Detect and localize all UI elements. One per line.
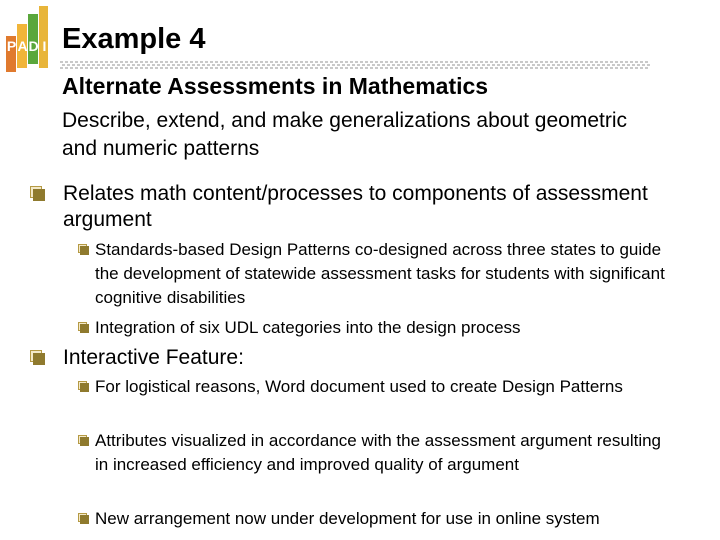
sub-bullet-1-2 [78,316,678,340]
bullet-box-icon [78,322,89,333]
sub-bullet-2-2 [78,429,678,477]
slide-subtitle: Alternate Assessments in Mathematics [62,73,489,99]
bullet-box-icon [78,244,89,255]
bullet-box-icon [30,186,45,201]
sub-bullet-1-1 [78,238,678,310]
bullet-2 [30,345,680,371]
slide-description: Describe, extend, and make generalizations about geometric and numeric patterns [62,109,627,160]
bullet-box-icon [30,350,45,365]
sub-bullet-text: Integration of six UDL categories into the design process [95,318,521,337]
sub-bullet-2-3 [78,507,678,531]
slide-title: Example 4 [62,23,206,55]
sub-bullet-text: Attributes visualized in accordance with the assessment argument resulting in increased efficiency and improved quality of argument [95,431,662,474]
sub-bullet-text: For logistical reasons, Word document used to create Design Patterns [95,377,623,396]
bullet-1 [30,181,680,233]
bullet-text: Interactive Feature: [63,346,244,369]
sub-bullet-2-1 [78,375,678,399]
bullet-box-icon [78,513,89,524]
bullet-text: Relates math content/processes to components of assessment argument [63,182,648,231]
sub-bullet-text: Standards-based Design Patterns co-designed across three states to guide the development of statewide assessment tasks for students with significant cognitive disabilities [95,240,665,307]
sub-bullet-text: New arrangement now under development for use in online system [95,509,600,528]
logo-bar-gold [39,6,48,68]
title-divider [60,61,650,69]
bullet-box-icon [78,435,89,446]
padi-logo [4,6,52,76]
logo-letters: PAD I [6,38,47,54]
bullet-box-icon [78,381,89,392]
